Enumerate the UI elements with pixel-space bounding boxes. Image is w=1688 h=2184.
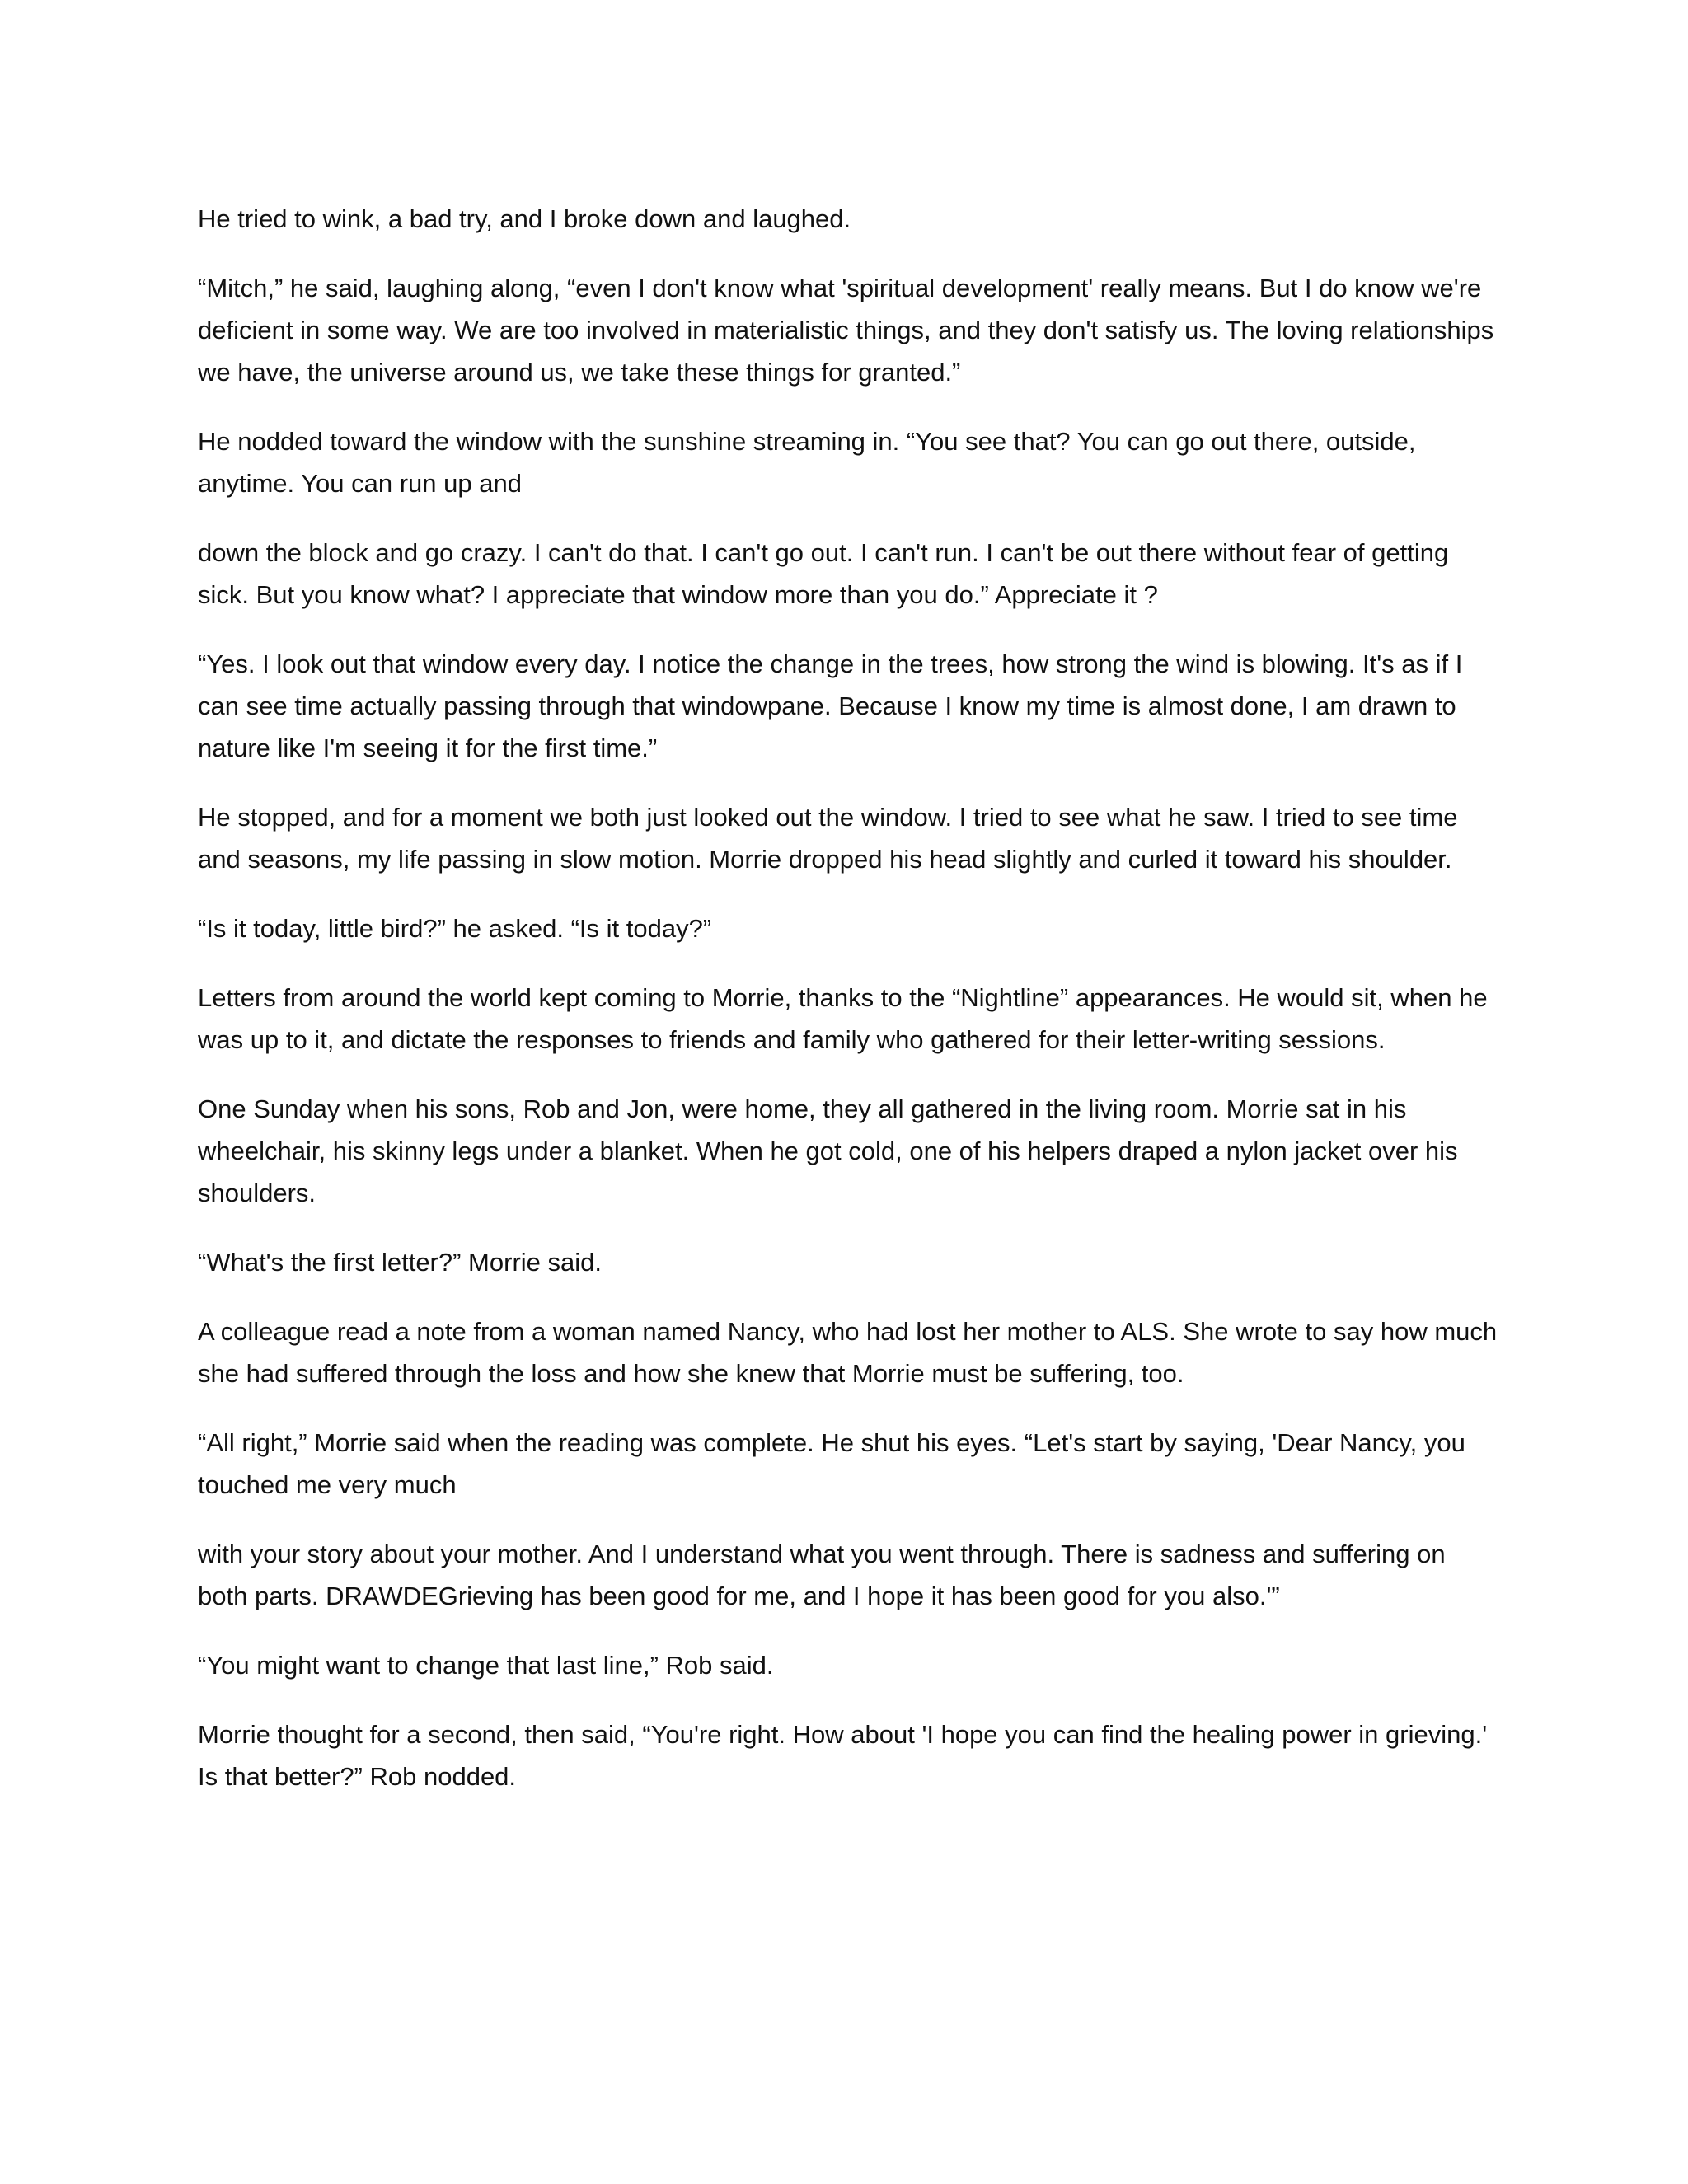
paragraph-7: “Is it today, little bird?” he asked. “Is it today?”: [198, 914, 712, 943]
paragraph-14: “You might want to change that last line,” Rob said.: [198, 1651, 774, 1680]
paragraph-2: “Mitch,” he said, laughing along, “even I don't know what 'spiritual development' really means. But I do know we're deficient in some way. We are too involved in materialistic things, and they don't satisfy us. The loving relationships we have, the universe around us, we take these things for granted.”: [198, 274, 1494, 387]
paragraph-15: Morrie thought for a second, then said, “You're right. How about 'I hope you can find the healing power in grieving.' Is that better?” Rob nodded.: [198, 1720, 1488, 1791]
paragraph-12: “All right,” Morrie said when the reading was complete. He shut his eyes. “Let's start by saying, 'Dear Nancy, you touched me very much: [198, 1428, 1465, 1499]
paragraph-5: “Yes. I look out that window every day. I notice the change in the trees, how strong the wind is blowing. It's as if I can see time actually passing through that windowpane. Because I know my time is almost done, I am drawn to nature like I'm seeing it for the first time.”: [198, 649, 1463, 762]
paragraph-9: One Sunday when his sons, Rob and Jon, were home, they all gathered in the living room. Morrie sat in his wheelchair, his skinny legs under a blanket. When he got cold, one of his helpers draped a nylon jacket over his shoulders.: [198, 1094, 1458, 1207]
paragraph-6: He stopped, and for a moment we both just looked out the window. I tried to see what he saw. I tried to see time and seasons, my life passing in slow motion. Morrie dropped his head slightly and curled it toward his shoulder.: [198, 803, 1458, 874]
paragraph-8: Letters from around the world kept coming to Morrie, thanks to the “Nightline” appearances. He would sit, when he was up to it, and dictate the responses to friends and family who gathered for their letter-writing sessions.: [198, 983, 1488, 1054]
paragraph-13: with your story about your mother. And I understand what you went through. There is sadness and suffering on both parts. DRAWDEGrieving has been good for me, and I hope it has been good for you also.'”: [198, 1540, 1446, 1610]
paragraph-1: He tried to wink, a bad try, and I broke down and laughed.: [198, 204, 851, 233]
paragraph-10: “What's the first letter?” Morrie said.: [198, 1248, 602, 1277]
paragraph-11: A colleague read a note from a woman named Nancy, who had lost her mother to ALS. She wrote to say how much she had suffered through the loss and how she knew that Morrie must be suffering, too.: [198, 1317, 1498, 1388]
paragraph-4: down the block and go crazy. I can't do that. I can't go out. I can't run. I can't be out there without fear of getting sick. But you know what? I appreciate that window more than you do.” Appreciate it ?: [198, 538, 1449, 609]
paragraph-3: He nodded toward the window with the sunshine streaming in. “You see that? You can go out there, outside, anytime. You can run up and: [198, 427, 1416, 498]
body-text: [198, 198, 1500, 1825]
